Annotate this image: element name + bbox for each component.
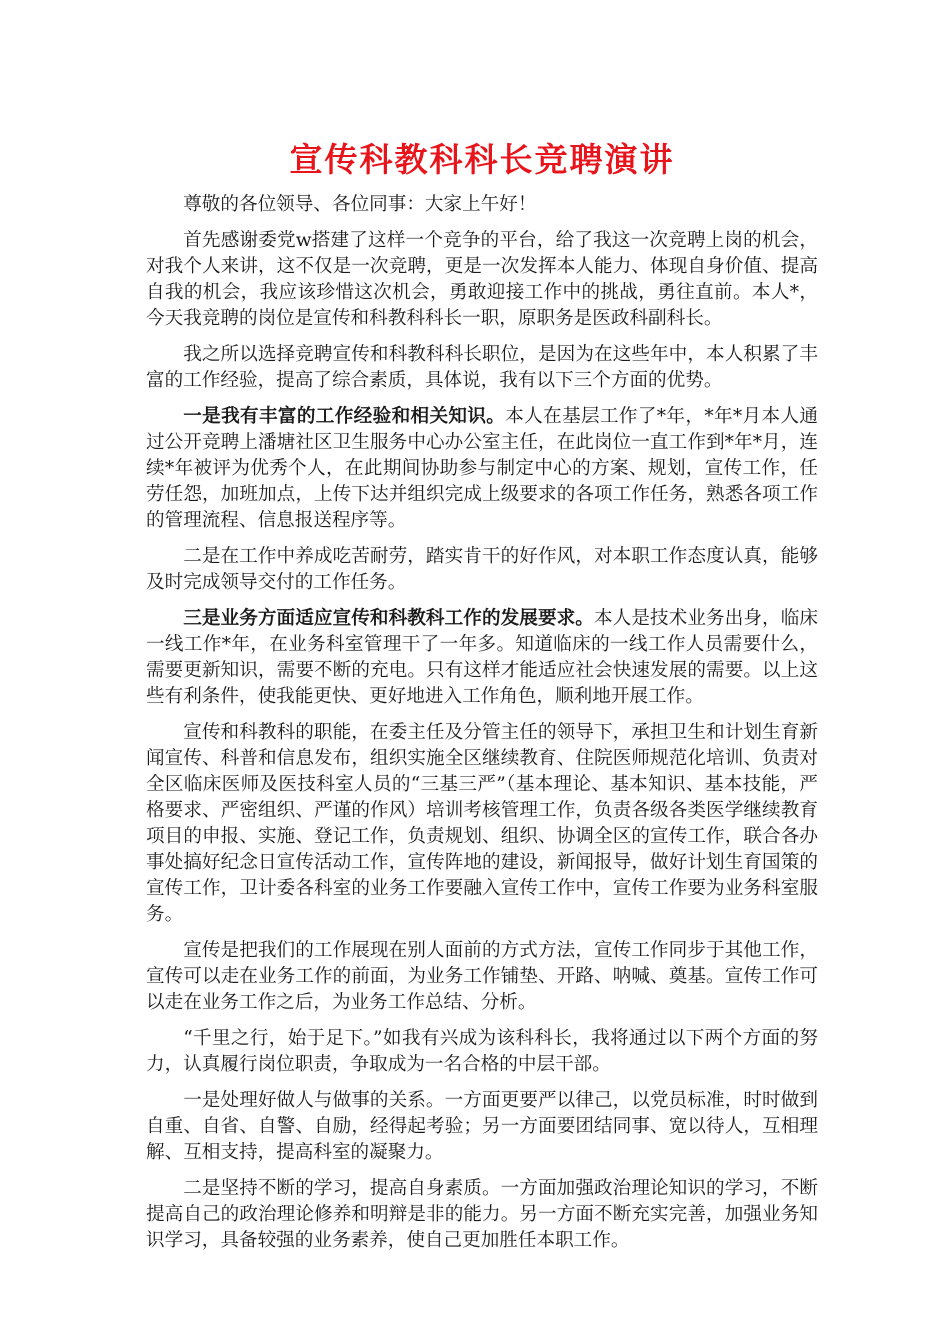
paragraph-advantage-3 — [146, 606, 818, 710]
paragraph-text: 一是处理好做人与做事的关系。一方面更要严以律己，以党员标准，时时做到自重、自省、自警、自励，经得起考验；另一方面要团结同事、宽以待人，互相理解、互相支持，提高科室的凝聚力。 — [146, 1090, 818, 1163]
paragraph-text: 二是坚持不断的学习，提高自身素质。一方面加强政治理论知识的学习，不断提高自己的政治理论修养和明辩是非的能力。另一方面不断充实完善，加强业务知识学习，具备较强的业务素养，使自己更加胜任本职工作。 — [146, 1178, 818, 1251]
paragraph-text: “千里之行，始于足下。”如我有兴成为该科科长，我将通过以下两个方面的努力，认真履行岗位职责，争取成为一名合格的中层干部。 — [146, 1028, 818, 1075]
paragraph-text: 宣传是把我们的工作展现在别人面前的方式方法，宣传工作同步于其他工作，宣传可以走在业务工作的前面，为业务工作铺垫、开路、呐喊、奠基。宣传工作可以走在业务工作之后，为业务工作总结、分析。 — [146, 940, 818, 1013]
paragraph-lead: 一是我有丰富的工作经验和相关知识。 — [183, 406, 506, 427]
document-title: 宣传科教科科长竞聘演讲 — [289, 140, 675, 179]
paragraph-text: 本人在基层工作了*年，*年*月本人通过公开竞聘上潘塘社区卫生服务中心办公室主任，在此岗位一直工作到*年*月，连续*年被评为优秀个人，在此期间协助参与制定中心的方案、规划，宣传工作，任劳任怨，加班加点，上传下达并组织完成上级要求的各项工作任务，熟悉各项工作的管理流程、信息报送程序等。 — [146, 406, 818, 531]
paragraph-lead: 三是业务方面适应宣传和科教科工作的发展要求。 — [183, 608, 594, 629]
paragraph-text: 二是在工作中养成吃苦耐劳，踏实肯干的好作风，对本职工作态度认真，能够及时完成领导交付的工作任务。 — [146, 546, 818, 593]
paragraph-plan-1 — [146, 1088, 818, 1166]
paragraph-reason — [146, 342, 818, 394]
document-page — [146, 136, 818, 1264]
paragraph-thanks — [146, 228, 818, 332]
paragraph-plan-2 — [146, 1176, 818, 1254]
paragraph-text: 我之所以选择竞聘宣传和科教科科长职位，是因为在这些年中，本人积累了丰富的工作经验，提高了综合素质，具体说，我有以下三个方面的优势。 — [146, 344, 818, 391]
paragraph-greeting — [146, 192, 818, 218]
paragraph-text: 本人是技术业务出身，临床一线工作*年，在业务科室管理干了一年多。知道临床的一线工作人员需要什么，需要更新知识，需要不断的充电。只有这样才能适应社会快速发展的需要。以上这些有利条件，使我能更快、更好地进入工作角色，顺利地开展工作。 — [146, 608, 818, 707]
paragraph-advantage-2 — [146, 544, 818, 596]
paragraph-text: 宣传和科教科的职能，在委主任及分管主任的领导下，承担卫生和计划生育新闻宣传、科普和信息发布，组织实施全区继续教育、住院医师规范化培训、负责对全区临床医师及医技科室人员的“三基三严”（基本理论、基本知识、基本技能，严格要求、严密组织、严谨的作风）培训考核管理工作，负责各级各类医学继续教育项目的申报、实施、登记工作，负责规划、组织、协调全区的宣传工作，联合各办事处搞好纪念日宣传活动工作，宣传阵地的建设，新闻报导，做好计划生育国策的宣传工作，卫计委各科室的业务工作要融入宣传工作中，宣传工作要为业务科室服务。 — [146, 722, 818, 925]
paragraph-advantage-1 — [146, 404, 818, 534]
paragraph-publicity — [146, 938, 818, 1016]
paragraph-text: 尊敬的各位领导、各位同事：大家上午好！ — [183, 194, 537, 215]
paragraph-text: 首先感谢委党w搭建了这样一个竞争的平台，给了我这一次竞聘上岗的机会，对我个人来讲，这不仅是一次竞聘，更是一次发挥本人能力、体现自身价值、提高自我的机会，我应该珍惜这次机会，勇敢迎接工作中的挑战，勇往直前。本人*，今天我竞聘的岗位是宣传和科教科科长一职，原职务是医政科副科长。 — [146, 230, 818, 329]
paragraph-quote — [146, 1026, 818, 1078]
paragraph-duties — [146, 720, 818, 928]
